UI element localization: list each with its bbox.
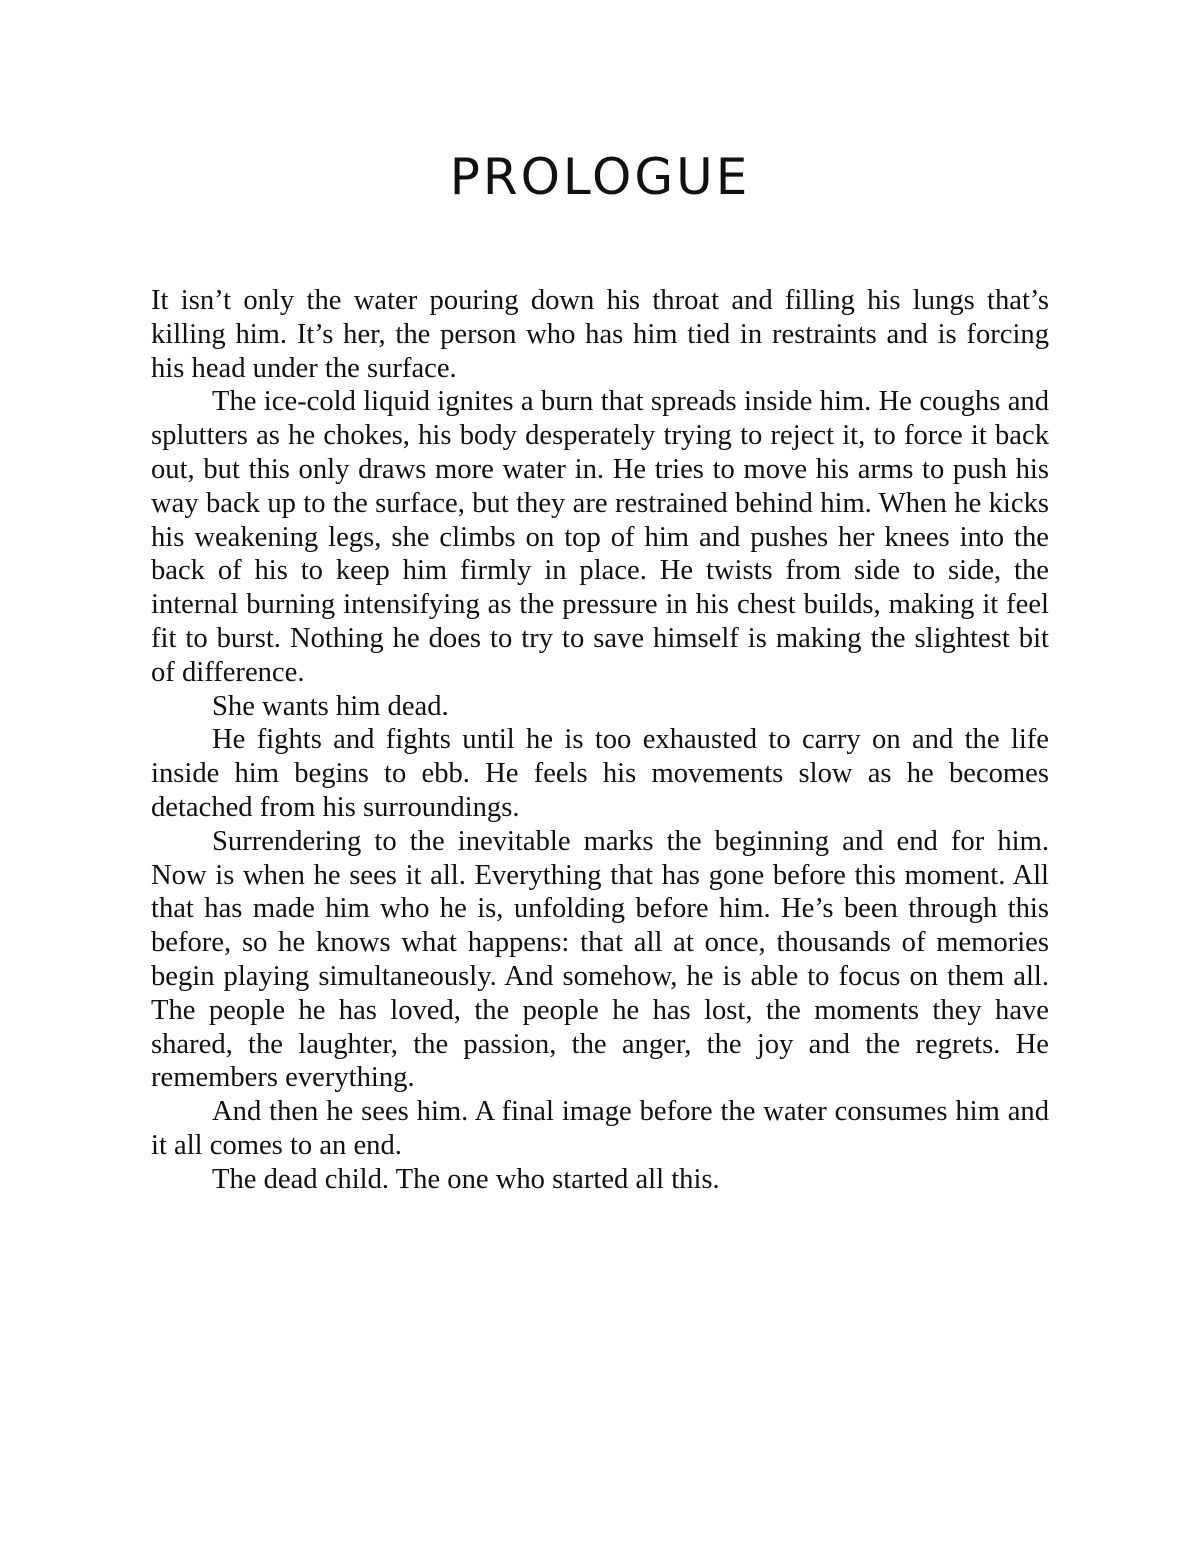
chapter-title: PROLOGUE [449,148,751,206]
paragraph: The ice-cold liquid ignites a burn that spreads inside him. He coughs and splutters as he chokes, his body desperately trying to reject it, to force it back out, but this only draws more water in. He tries to move his arms to push his way back up to the surface, but they are restrained behind him. When he kicks his weakening legs, she climbs on top of him and pushes her knees into the back of his to keep him firmly in place. He twists from side to side, the internal burning intensifying as the pressure in his chest builds, making it feel fit to burst. Nothing he does to try to save himself is making the slightest bit of difference. [151,386,1049,688]
paragraph: And then he sees him. A final image before the water consumes him and it all comes to an end. [151,1096,1049,1161]
paragraph: He fights and fights until he is too exhausted to carry on and the life inside him begins to ebb. He feels his movements slow as he becomes detached from his surroundings. [151,724,1049,823]
paragraph: She wants him dead. [212,690,449,722]
paragraph: The dead child. The one who started all this. [212,1163,720,1195]
paragraph: It isn’t only the water pouring down his throat and filling his lungs that’s killing him. It’s her, the person who has him tied in restraints and is forcing his head under the surface. [151,285,1049,384]
chapter-body [151,284,1049,1197]
paragraph: Surrendering to the inevitable marks the beginning and end for him. Now is when he sees it all. Everything that has gone before this moment. All that has made him who he is, unfolding before him. He’s been through this before, so he knows what happens: that all at once, thousands of memories begin playing simultaneously. And somehow, he is able to focus on them all. The people he has loved, the people he has lost, the moments they have shared, the laughter, the passion, the anger, the joy and the regrets. He remembers everything. [151,825,1049,1094]
